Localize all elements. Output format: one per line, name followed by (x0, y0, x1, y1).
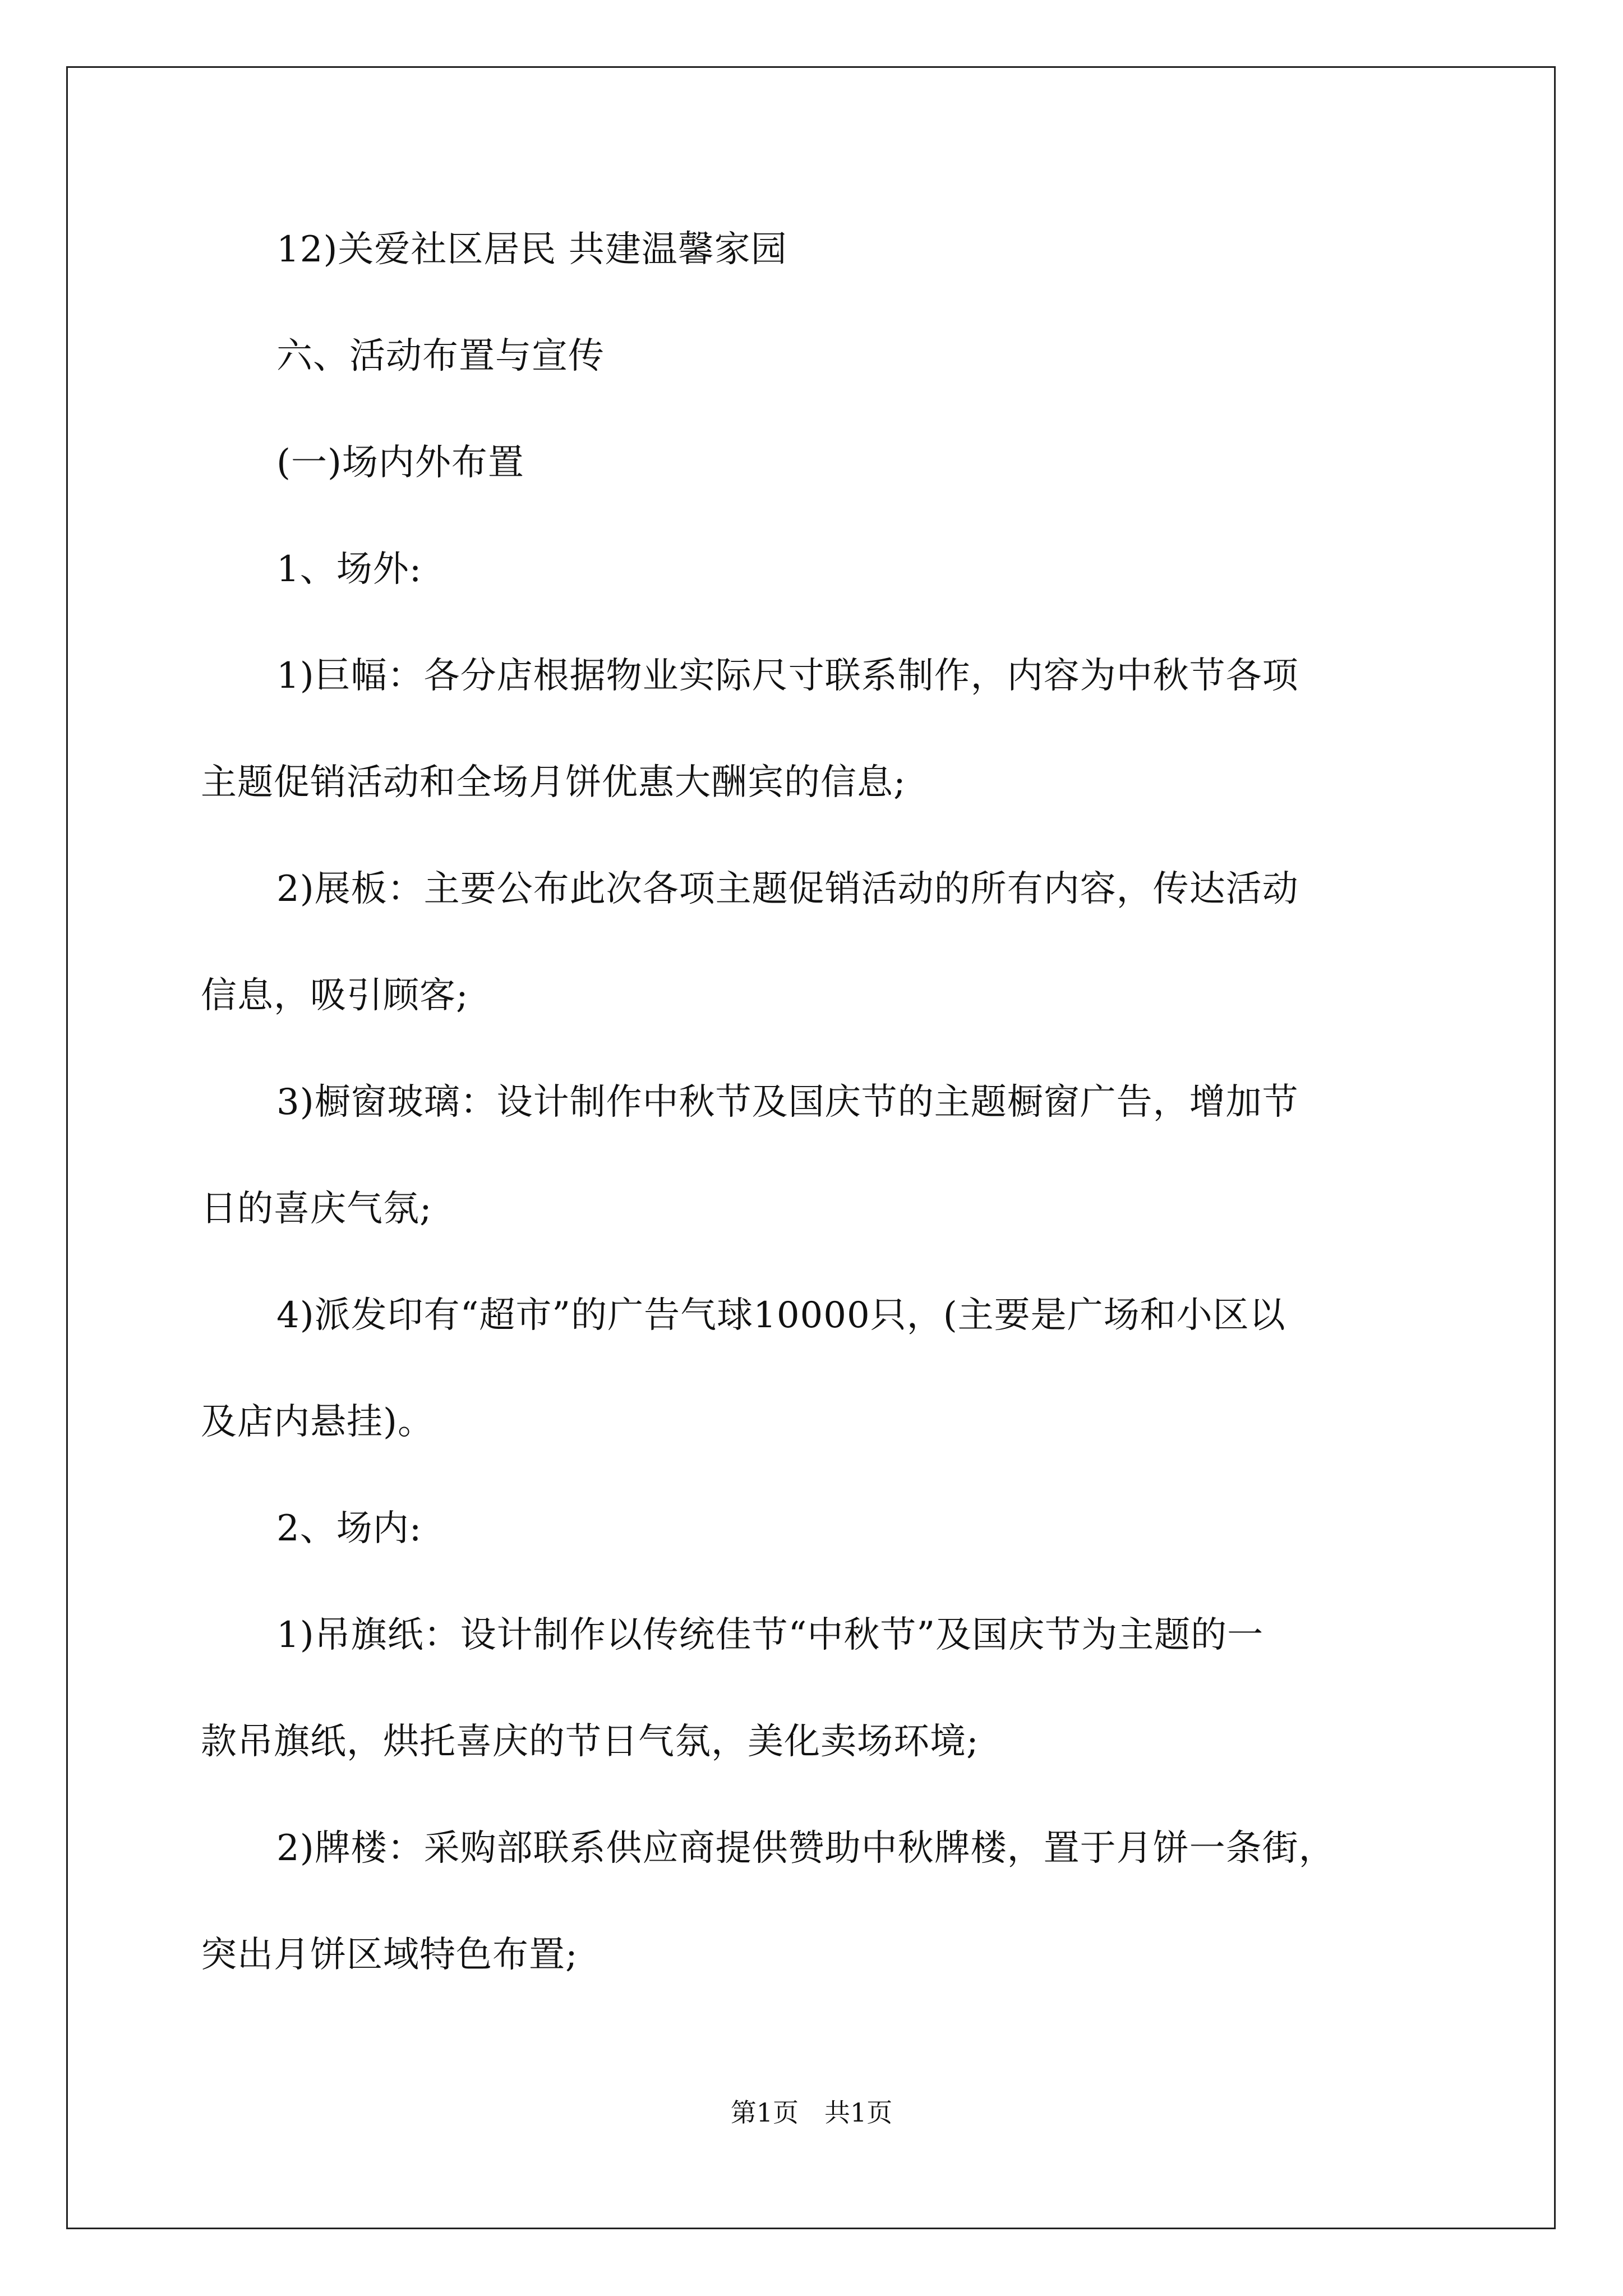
paragraph-line: 及店内悬挂)。 (201, 1401, 434, 1443)
page-footer: 第1页 共1页 (730, 2097, 893, 2128)
subsection-heading: 1、场外: (276, 549, 422, 590)
paragraph-line: 日的喜庆气氛; (201, 1188, 432, 1230)
paragraph-line: 1)巨幅：各分店根据物业实际尺寸联系制作，内容为中秋节各项 (276, 655, 1299, 697)
paragraph-line: 4)派发印有“超市”的广告气球10000只，(主要是广场和小区以 (276, 1295, 1286, 1336)
paragraph-line: 主题促销活动和全场月饼优惠大酬宾的信息; (201, 762, 906, 803)
paragraph-line: 2)牌楼：采购部联系供应商提供赞助中秋牌楼，置于月饼一条街， (276, 1828, 1335, 1869)
subsection-heading: (一)场内外布置 (276, 442, 524, 484)
paragraph-line: 款吊旗纸，烘托喜庆的节日气氛，美化卖场环境; (201, 1721, 979, 1763)
page-border (66, 66, 1556, 2229)
paragraph-line: 2)展板：主要公布此次各项主题促销活动的所有内容，传达活动 (276, 868, 1299, 910)
subsection-heading: 2、场内: (276, 1508, 422, 1549)
paragraph-line: 突出月饼区域特色布置; (201, 1934, 578, 1976)
paragraph-line: 12)关爱社区居民 共建温馨家园 (276, 229, 787, 270)
paragraph-line: 1)吊旗纸：设计制作以传统佳节“中秋节”及国庆节为主题的一 (276, 1614, 1264, 1656)
section-heading: 六、活动布置与宣传 (276, 335, 605, 377)
paragraph-line: 信息，吸引顾客; (201, 975, 469, 1016)
paragraph-line: 3)橱窗玻璃：设计制作中秋节及国庆节的主题橱窗广告，增加节 (276, 1082, 1299, 1123)
